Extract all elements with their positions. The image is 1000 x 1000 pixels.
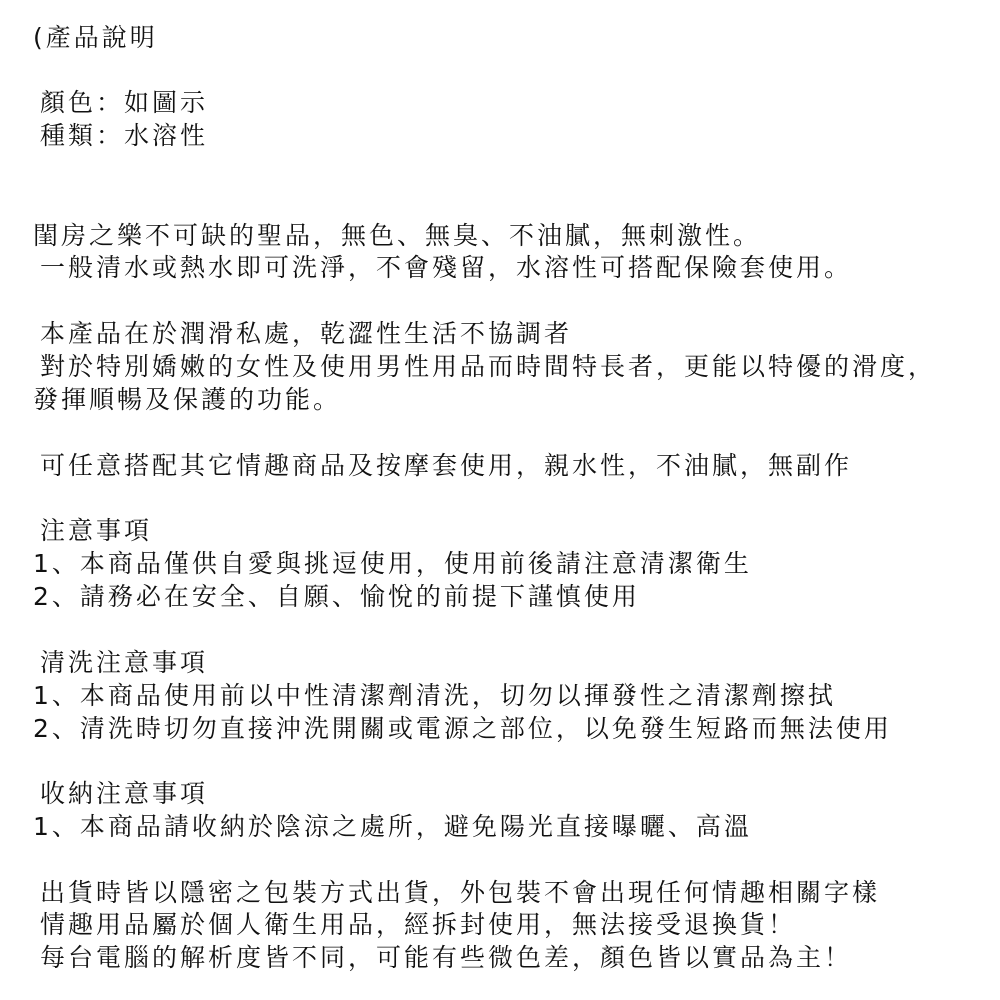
spec-separator: ： xyxy=(96,121,125,150)
cleaning-item: 2、清洗時切勿直接沖洗開關或電源之部位，以免發生短路而無法使用 xyxy=(33,714,892,743)
spec-value: 水溶性 xyxy=(124,121,209,150)
storage-heading: 收納注意事項 xyxy=(40,779,209,808)
description-line: 一般清水或熱水即可洗淨，不會殘留，水溶性可搭配保險套使用。 xyxy=(40,253,853,282)
notes-heading: 注意事項 xyxy=(40,516,153,545)
description-line: 可任意搭配其它情趣商品及按摩套使用，親水性，不油膩，無副作 xyxy=(40,451,853,480)
description-line: 發揮順暢及保護的功能。 xyxy=(33,385,342,414)
description-line: 本產品在於潤滑私處，乾澀性生活不協調者 xyxy=(40,319,573,348)
spec-separator: ： xyxy=(96,88,125,117)
spec-type xyxy=(40,119,208,152)
color-disclaimer-note: 每台電腦的解析度皆不同，可能有些微色差，顏色皆以實品為主！ xyxy=(40,943,853,972)
description-line: 閨房之樂不可缺的聖品，無色、無臭、不油膩，無刺激性。 xyxy=(33,221,762,250)
spec-color xyxy=(40,86,208,119)
spec-value: 如圖示 xyxy=(124,88,209,117)
storage-item: 1、本商品請收納於陰涼之處所，避免陽光直接曝曬、高溫 xyxy=(33,812,752,841)
spec-label: 種類 xyxy=(40,121,97,150)
cleaning-item: 1、本商品使用前以中性清潔劑清洗，切勿以揮發性之清潔劑擦拭 xyxy=(33,681,836,710)
notes-item: 1、本商品僅供自愛與挑逗使用，使用前後請注意清潔衛生 xyxy=(33,549,752,578)
document-title: (產品說明 xyxy=(33,23,158,52)
shipping-note: 出貨時皆以隱密之包裝方式出貨，外包裝不會出現任何情趣相關字樣 xyxy=(40,878,881,907)
spec-label: 顏色 xyxy=(40,88,97,117)
return-policy-note: 情趣用品屬於個人衛生用品，經拆封使用，無法接受退換貨！ xyxy=(40,910,797,939)
cleaning-heading: 清洗注意事項 xyxy=(40,648,209,677)
notes-item: 2、請務必在安全、自願、愉悅的前提下謹慎使用 xyxy=(33,582,640,611)
description-line: 對於特別嬌嫩的女性及使用男性用品而時間特長者，更能以特優的滑度， xyxy=(40,352,937,381)
